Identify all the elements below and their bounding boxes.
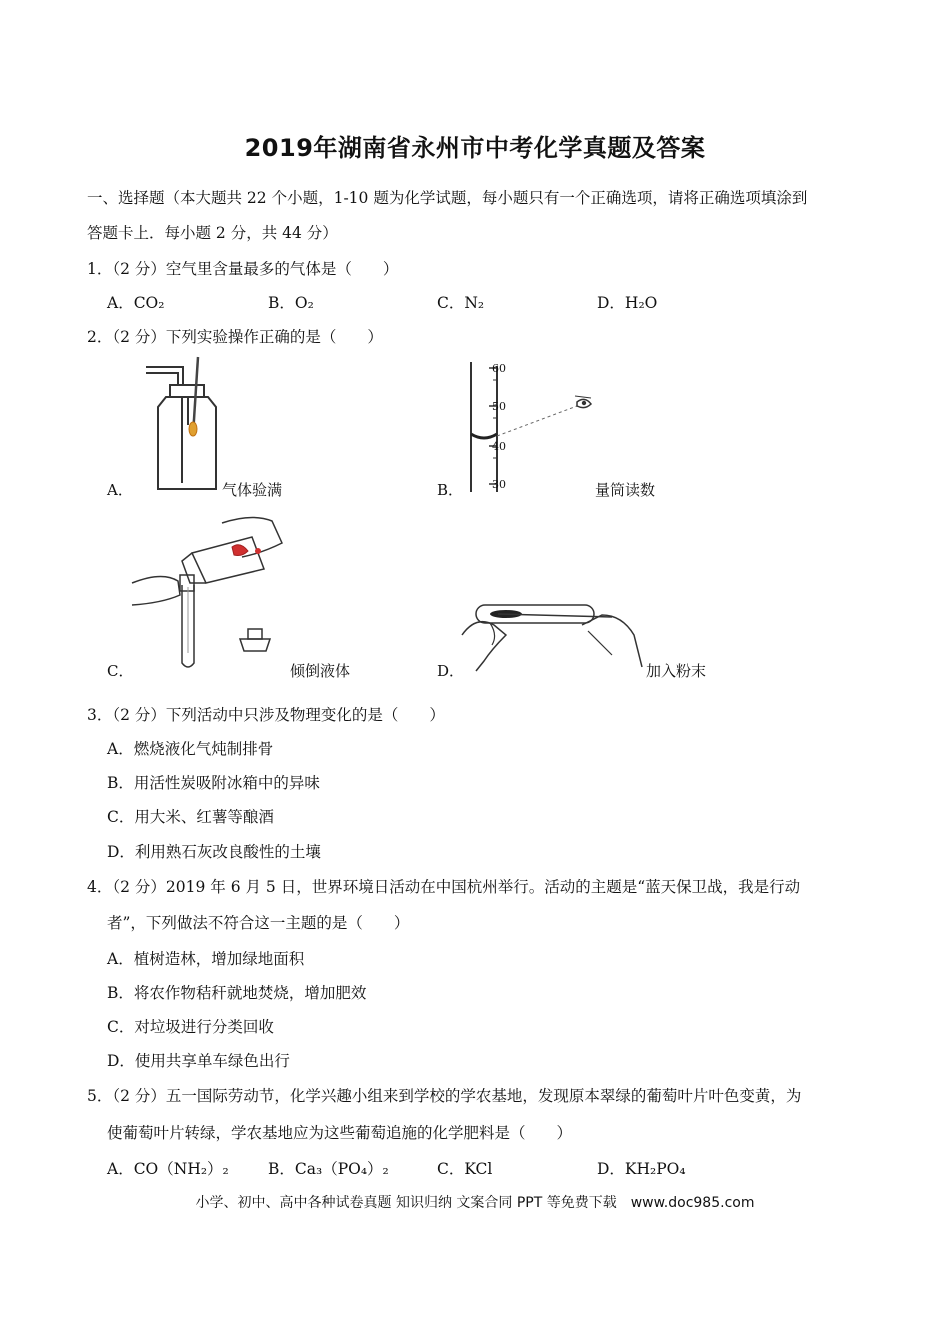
- pouring-liquid-illustration: [132, 513, 292, 673]
- q2-option-d-letter: D．: [437, 662, 465, 680]
- q5-option-b: B．Ca₃（PO₄）₂: [268, 1160, 389, 1178]
- q1-option-b: B．O₂: [268, 294, 314, 312]
- q2-option-b-letter: B．: [437, 481, 464, 499]
- question-4-stem-line2: 者”，下列做法不符合这一主题的是（ ）: [107, 914, 410, 932]
- footer-download-note: 小学、初中、高中各种试卷真题 知识归纳 文案合同 PPT 等免费下载 www.doc985.com: [195, 1195, 755, 1211]
- q4-option-d: D．使用共享单车绿色出行: [107, 1052, 290, 1070]
- section-heading-line2: 答题卡上．每小题 2 分，共 44 分）: [87, 224, 338, 242]
- q3-option-b: B．用活性炭吸附冰箱中的异味: [107, 774, 320, 792]
- question-2-stem: 2．（2 分）下列实验操作正确的是（ ）: [87, 328, 383, 346]
- cylinder-tick-50: 50: [492, 400, 506, 413]
- q4-option-c: C．对垃圾进行分类回收: [107, 1018, 274, 1036]
- cylinder-tick-60: 60: [492, 362, 506, 375]
- q2-option-c-letter: C．: [107, 662, 134, 680]
- question-1-stem: 1．（2 分）空气里含量最多的气体是（ ）: [87, 260, 399, 278]
- q4-option-b: B．将农作物秸秆就地焚烧，增加肥效: [107, 984, 367, 1002]
- question-3-stem: 3．（2 分）下列活动中只涉及物理变化的是（ ）: [87, 706, 445, 724]
- q1-option-a: A．CO₂: [107, 294, 165, 312]
- q3-option-d: D．利用熟石灰改良酸性的土壤: [107, 843, 321, 861]
- q3-option-a: A．燃烧液化气炖制排骨: [107, 740, 274, 758]
- page-title: 2019年湖南省永州市中考化学真题及答案: [244, 134, 706, 162]
- question-5-stem-line2: 使葡萄叶片转绿，学农基地应为这些葡萄追施的化学肥料是（ ）: [107, 1124, 573, 1142]
- q2-option-a-caption: 气体验满: [222, 481, 283, 499]
- q2-option-c-caption: 倾倒液体: [290, 662, 351, 680]
- q2-option-d-caption: 加入粉末: [646, 662, 707, 680]
- q1-option-c: C．N₂: [437, 294, 485, 312]
- q3-option-c: C．用大米、红薯等酿酒: [107, 808, 274, 826]
- question-4-stem-line1: 4．（2 分）2019 年 6 月 5 日，世界环境日活动在中国杭州举行。活动的主题是“蓝天保卫战，我是行动: [87, 878, 801, 896]
- q2-option-b-caption: 量筒读数: [595, 481, 656, 499]
- q1-option-d: D．H₂O: [597, 294, 658, 312]
- q5-option-d: D．KH₂PO₄: [597, 1160, 686, 1178]
- adding-powder-illustration: [462, 595, 644, 675]
- question-5-stem-line1: 5．（2 分）五一国际劳动节，化学兴趣小组来到学校的学农基地，发现原本翠绿的葡萄叶片叶色变黄，为: [87, 1087, 802, 1105]
- q5-option-a: A．CO（NH₂）₂: [107, 1160, 229, 1178]
- q2-option-a-letter: A．: [107, 481, 133, 499]
- gas-bottle-illustration: [138, 355, 238, 495]
- graduated-cylinder-illustration: [465, 358, 610, 498]
- cylinder-tick-30: 30: [492, 478, 506, 491]
- q4-option-a: A．植树造林，增加绿地面积: [107, 950, 305, 968]
- cylinder-tick-40: 40: [492, 440, 506, 453]
- section-heading-line1: 一、选择题（本大题共 22 个小题，1-10 题为化学试题，每小题只有一个正确选项，请将正确选项填涂到: [87, 189, 808, 207]
- q5-option-c: C．KCl: [437, 1160, 493, 1178]
